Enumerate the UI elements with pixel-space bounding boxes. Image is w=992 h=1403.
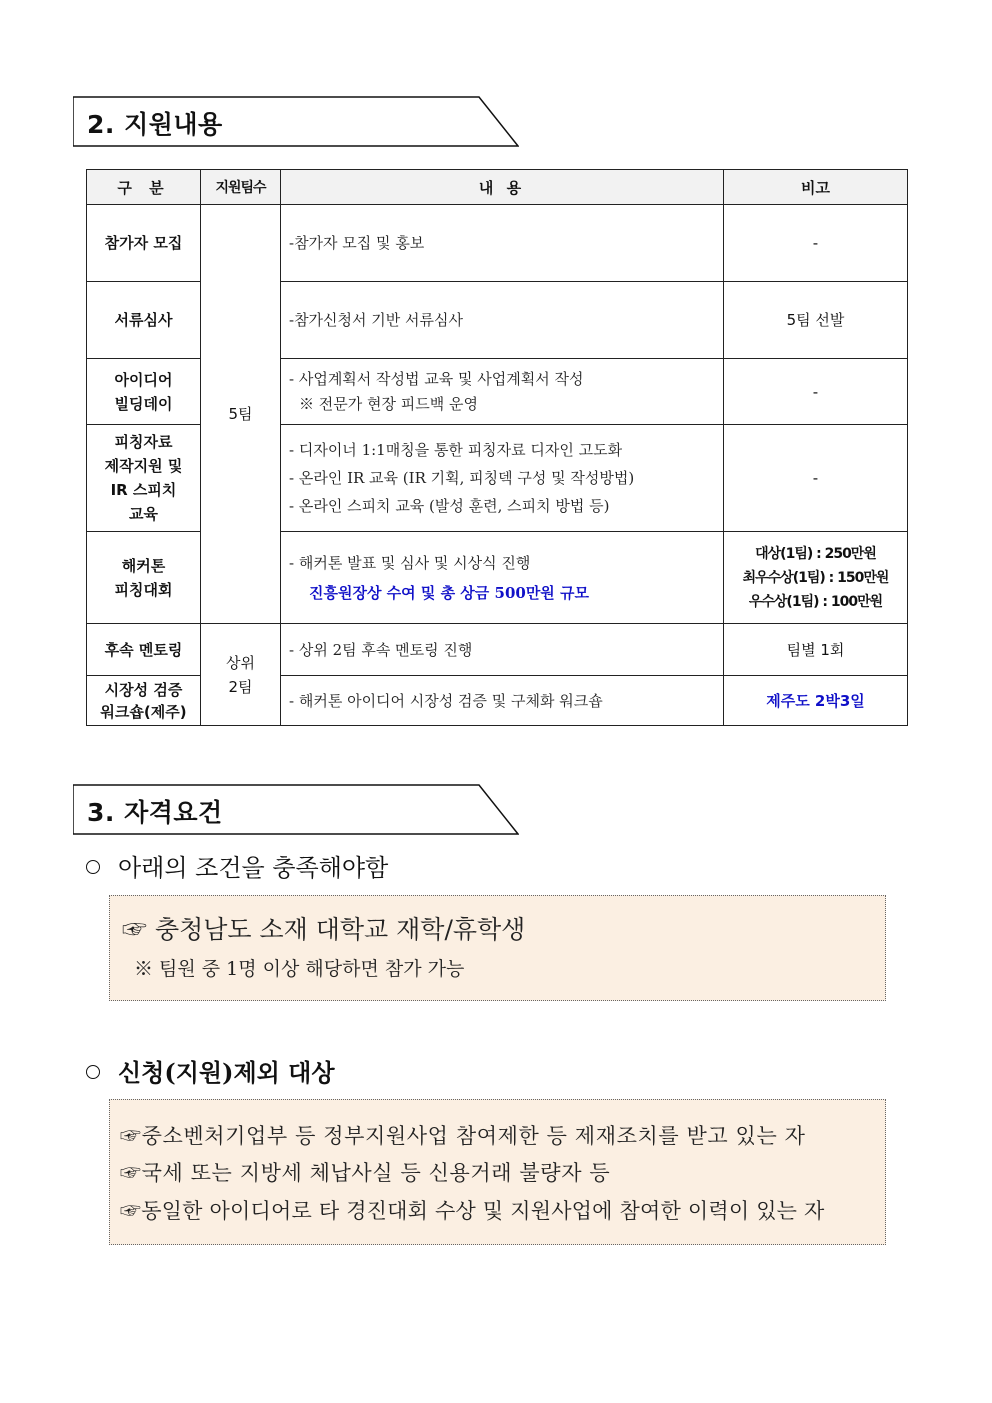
section3-title: 3. 자격요건 [87,798,223,827]
team-count-top2 [201,624,281,726]
requirement-bullet [86,848,388,883]
circle-bullet-icon [86,1065,100,1079]
row-note: 팀별 1회 [724,624,908,676]
category-line: 해커톤 [121,556,166,575]
category-line: IR 스피치 [110,481,177,499]
row-content [281,425,724,532]
section2-header [73,96,519,148]
requirement-text: 아래의 조건을 충족해야함 [118,854,389,882]
row-note [724,532,908,624]
content-line: - 해커톤 아이디어 시장성 검증 및 구체화 워크숍 [289,691,603,710]
prize-highlight: 진흥원장상 수여 및 총 상금 500만원 규모 [309,583,589,602]
row-note: 제주도 2박3일 [724,676,908,726]
row-content [281,676,724,726]
row-note: - [724,359,908,425]
table-header-row [87,170,908,205]
content-line: - 온라인 스피치 교육 (발성 훈련, 스피치 방법 등) [289,497,610,515]
content-line: ※ 전문가 현장 피드백 운영 [299,394,478,413]
row-content [281,624,724,676]
section2-title: 2. 지원내용 [87,110,223,139]
header-note: 비고 [724,170,908,205]
team-count-5: 5팀 [201,205,281,624]
exclusion-line: ☞국세 또는 지방세 체납사실 등 신용거래 불량자 등 [120,1161,611,1185]
team-line: 2팀 [228,677,253,696]
row-note: 5팀 선발 [724,282,908,359]
eligibility-box [109,895,886,1001]
row-category [87,532,201,624]
content-line: -참가신청서 기반 서류심사 [289,311,463,329]
content-line: - 사업계획서 작성법 교육 및 사업계획서 작성 [289,369,584,388]
content-line: - 해커톤 발표 및 심사 및 시상식 진행 [289,553,531,572]
row-category [87,425,201,532]
row-category: 후속 멘토링 [87,624,201,676]
section3-header [73,784,519,836]
prize-line: 최우수상(1팀) : 150만원 [742,569,889,586]
prize-line: 대상(1팀) : 250만원 [755,545,876,562]
eligibility-note: ※ 팀원 중 1명 이상 해당하면 참가 가능 [134,958,465,980]
content-line: -참가자 모집 및 홍보 [289,234,425,252]
category-line: 제작지원 및 [104,457,183,475]
category-line: 시장성 검증 [104,680,183,699]
category-line: 피칭대회 [114,580,173,599]
content-line: - 상위 2팀 후속 멘토링 진행 [289,640,473,659]
row-category: 서류심사 [87,282,201,359]
exclusion-bullet [86,1053,335,1088]
eligibility-line: ☞ 충청남도 소재 대학교 재학/휴학생 [122,915,526,944]
circle-bullet-icon [86,860,100,874]
category-line: 빌딩데이 [114,394,173,413]
header-content: 내 용 [281,170,724,205]
table-row [87,624,908,676]
row-category [87,359,201,425]
support-table [86,169,908,726]
row-category: 참가자 모집 [87,205,201,282]
row-content [281,282,724,359]
table-row [87,205,908,282]
row-content [281,359,724,425]
team-line: 상위 [226,653,255,672]
exclusion-line: ☞동일한 아이디어로 타 경진대회 수상 및 지원사업에 참여한 이력이 있는 자 [120,1199,825,1223]
row-content [281,205,724,282]
exclusion-box [109,1099,886,1245]
row-category [87,676,201,726]
row-note: - [724,425,908,532]
content-line: - 디자이너 1:1매칭을 통한 피칭자료 디자인 고도화 [289,441,623,459]
row-note: - [724,205,908,282]
exclusion-line: ☞중소벤처기업부 등 정부지원사업 참여제한 등 제재조치를 받고 있는 자 [120,1124,806,1148]
category-line: 아이디어 [114,370,173,389]
header-teams: 지원팀수 [201,170,281,205]
header-category: 구 분 [87,170,201,205]
content-line: - 온라인 IR 교육 (IR 기획, 피칭덱 구성 및 작성방법) [289,469,635,487]
exclusion-title: 신청(지원)제외 대상 [118,1058,335,1087]
category-line: 피칭자료 [114,433,173,451]
category-line: 교육 [129,505,158,523]
row-content [281,532,724,624]
prize-line: 우수상(1팀) : 100만원 [748,593,883,610]
category-line: 워크숍(제주) [100,702,187,721]
